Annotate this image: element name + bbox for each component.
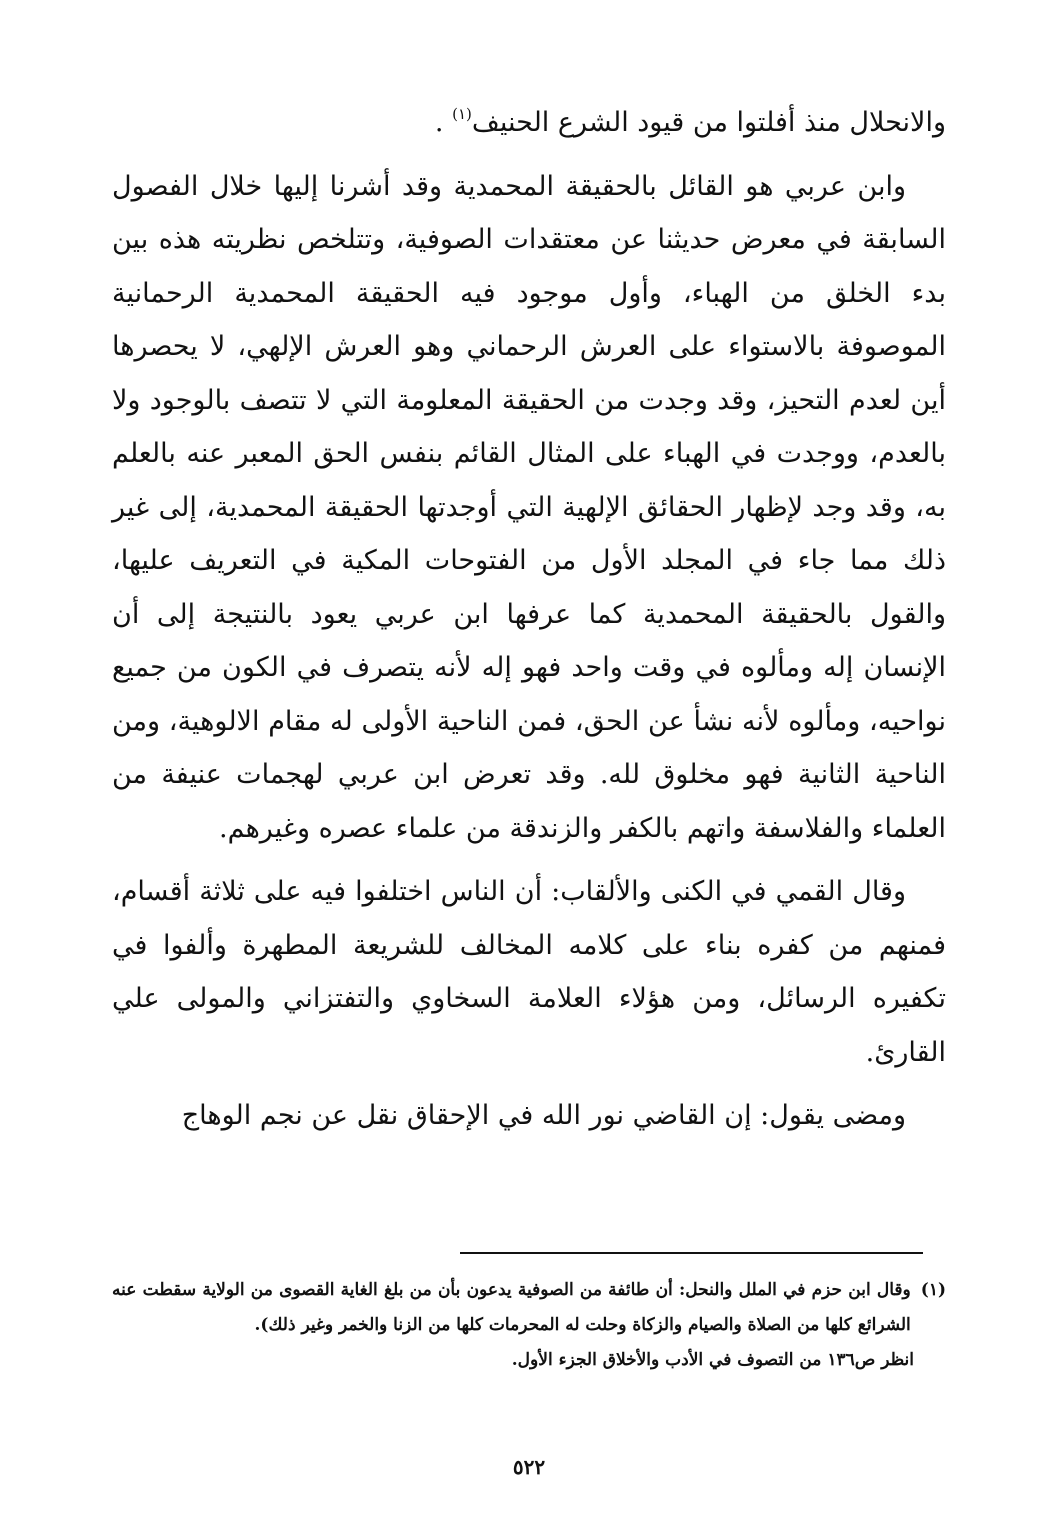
paragraph-end-punctuation: . xyxy=(434,107,444,138)
footnote-item xyxy=(112,1273,946,1343)
footnote-text: وقال ابن حزم في الملل والنحل: أن طائفة من الصوفية يدعون بأن من بلغ الغاية القصوى من الولاية سقطت عنه الشرائع كلها من الصلاة والصيام والزكاة وحلت له المحرمات كلها من الزنا والخمر وغير ذلك). xyxy=(112,1280,911,1335)
main-text xyxy=(112,96,946,1153)
footnote-divider xyxy=(460,1252,923,1254)
footnote-marker: (١) xyxy=(452,105,472,123)
paragraph-text: والانحلال منذ أفلتوا من قيود الشرع الحنيف xyxy=(471,107,946,138)
footnote-number: (١) xyxy=(920,1280,946,1300)
footnotes xyxy=(112,1273,946,1378)
footnote-reference: انظر ص١٣٦ من التصوف في الأدب والأخلاق الجزء الأول. xyxy=(511,1350,914,1370)
paragraph-qummi: وقال القمي في الكنى والألقاب: أن الناس اختلفوا فيه على ثلاثة أقسام، فمنهم من كفره بناء على كلامه المخالف للشريعة المطهرة وألفوا في تكفيره الرسائل، ومن هؤلاء العلامة السخاوي والتفتزاني والمولى علي القارئ. xyxy=(112,876,946,1068)
page-number: ٥٢٢ xyxy=(512,1455,546,1479)
paragraph-ibn-arabi: وابن عربي هو القائل بالحقيقة المحمدية وقد أشرنا إليها خلال الفصول السابقة في معرض حديثنا عن معتقدات الصوفية، وتتلخص نظريته هذه بين بدء الخلق من الهباء، وأول موجود فيه الحقيقة المحمدية الرحمانية الموصوفة بالاستواء على العرش الرحماني وهو العرش الإلهي، لا يحصرها أين لعدم التحيز، وقد وجدت من الحقيقة المعلومة التي لا تتصف بالوجود ولا بالعدم، ووجدت في الهباء على المثال القائم بنفس الحق المعبر عنه بالعلم به، وقد وجد لإظهار الحقائق الإلهية التي أوجدتها الحقيقة المحمدية، إلى غير ذلك مما جاء في المجلد الأول من الفتوحات المكية في التعريف عليها، والقول بالحقيقة المحمدية كما عرفها ابن عربي يعود بالنتيجة إلى أن الإنسان إله ومألوه في وقت واحد فهو إله لأنه يتصرف في الكون من جميع نواحيه، ومألوه لأنه نشأ عن الحق، فمن الناحية الأولى له مقام الالوهية، ومن الناحية الثانية فهو مخلوق لله. وقد تعرض ابن عربي لهجمات عنيفة من العلماء والفلاسفة واتهم بالكفر والزندقة من علماء عصره وغيرهم. xyxy=(112,170,946,844)
paragraph-continuation xyxy=(112,96,946,150)
paragraph-qadi: ومضى يقول: إن القاضي نور الله في الإحقاق نقل عن نجم الوهاج xyxy=(181,1100,906,1131)
